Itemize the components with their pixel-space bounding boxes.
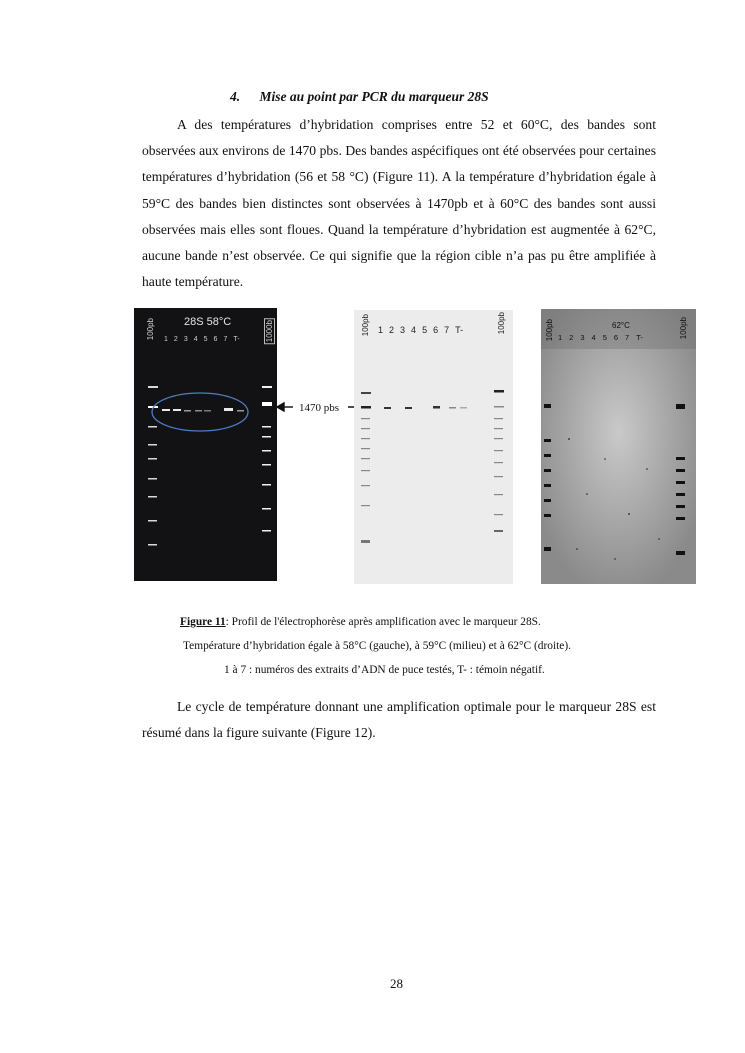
gel-59c-lane-labels bbox=[378, 325, 463, 335]
gel-58c-ladder-left-label: 100pb bbox=[146, 318, 155, 341]
gel-62c-title: 62°C bbox=[612, 321, 630, 330]
lane-label: 3 bbox=[580, 333, 585, 342]
lane-label: 7 bbox=[625, 333, 630, 342]
gel-62c-ladder-left-label: 100pb bbox=[545, 319, 554, 342]
paragraph-next-figure: Le cycle de température donnant une amplification optimale pour le marqueur 28S est résumé dans la figure suivante (Figure 12). bbox=[142, 699, 656, 741]
gel-59c-graphic bbox=[354, 310, 513, 584]
section-number: 4. bbox=[230, 89, 241, 104]
gel-62c-graphic bbox=[541, 309, 696, 584]
figure-label: Figure 11 bbox=[180, 616, 226, 628]
lane-label: 3 bbox=[183, 336, 188, 343]
gel-62c-lane-labels bbox=[558, 333, 643, 342]
lane-label: 2 bbox=[389, 325, 395, 335]
section-title: Mise au point par PCR du marqueur 28S bbox=[259, 89, 489, 104]
band-size-label: 1470 pbs bbox=[299, 402, 340, 414]
lane-label: 5 bbox=[203, 336, 208, 343]
lane-label: 4 bbox=[193, 336, 198, 343]
lane-label: T- bbox=[455, 325, 464, 335]
lane-label: 5 bbox=[422, 325, 428, 335]
lane-label: T- bbox=[636, 333, 643, 342]
page-number: 28 bbox=[390, 976, 403, 991]
lane-label: 1 bbox=[558, 333, 563, 342]
gel-62c-ladder-right-label: 100pb bbox=[679, 317, 688, 340]
paragraph-results: A des températures d’hybridation comprises entre 52 et 60°C, des bandes sont observées aux environs de 1470 pbs. Des bandes aspécifiques ont été observées pour certaines températures d’hybridation (56 et 58 °C) (Figure 11). A la température d’hybridation égale à 59°C des bandes bien distinctes sont observées à 1470pb et à 60°C des bandes sont aussi observées mais elles sont floues. Quand la température d’hybridation est augmentée à 62°C, aucune bande n’est observée. Ce qui signifie que la région cible n’a pas pu être amplifiée à haute température. bbox=[142, 117, 656, 290]
lane-label: 5 bbox=[602, 333, 607, 342]
gel-image-59c bbox=[354, 310, 513, 584]
gel-58c-ladder-right-label: 1000b bbox=[265, 320, 274, 343]
lane-label: 3 bbox=[400, 325, 406, 335]
figure-caption-line-3: 1 à 7 : numéros des extraits d’ADN de puce testés, T- : témoin négatif. bbox=[224, 664, 545, 676]
lane-label: 6 bbox=[213, 336, 218, 343]
lane-label: T- bbox=[233, 336, 240, 343]
lane-label: 1 bbox=[164, 336, 168, 343]
figure-caption-line-2: Température d’hybridation égale à 58°C (gauche), à 59°C (milieu) et à 62°C (droite). bbox=[183, 640, 571, 652]
lane-label: 7 bbox=[444, 325, 450, 335]
figure-caption-line-1 bbox=[180, 616, 541, 628]
lane-label: 2 bbox=[173, 336, 178, 343]
lane-label: 6 bbox=[613, 333, 619, 342]
lane-label: 7 bbox=[223, 336, 228, 343]
gel-58c-title: 28S 58°C bbox=[184, 316, 232, 328]
lane-label: 2 bbox=[569, 333, 574, 342]
gel-59c-ladder-right-label: 100pb bbox=[497, 312, 506, 335]
gel-59c-ladder-left-label: 100pb bbox=[361, 314, 370, 337]
figure-caption-text: : Profil de l'électrophorèse après amplification avec le marqueur 28S. bbox=[225, 616, 541, 628]
lane-label: 6 bbox=[433, 325, 439, 335]
lane-label: 4 bbox=[411, 325, 417, 335]
lane-label: 4 bbox=[591, 333, 596, 342]
lane-label: 1 bbox=[378, 325, 384, 335]
gel-image-62c bbox=[541, 309, 696, 584]
